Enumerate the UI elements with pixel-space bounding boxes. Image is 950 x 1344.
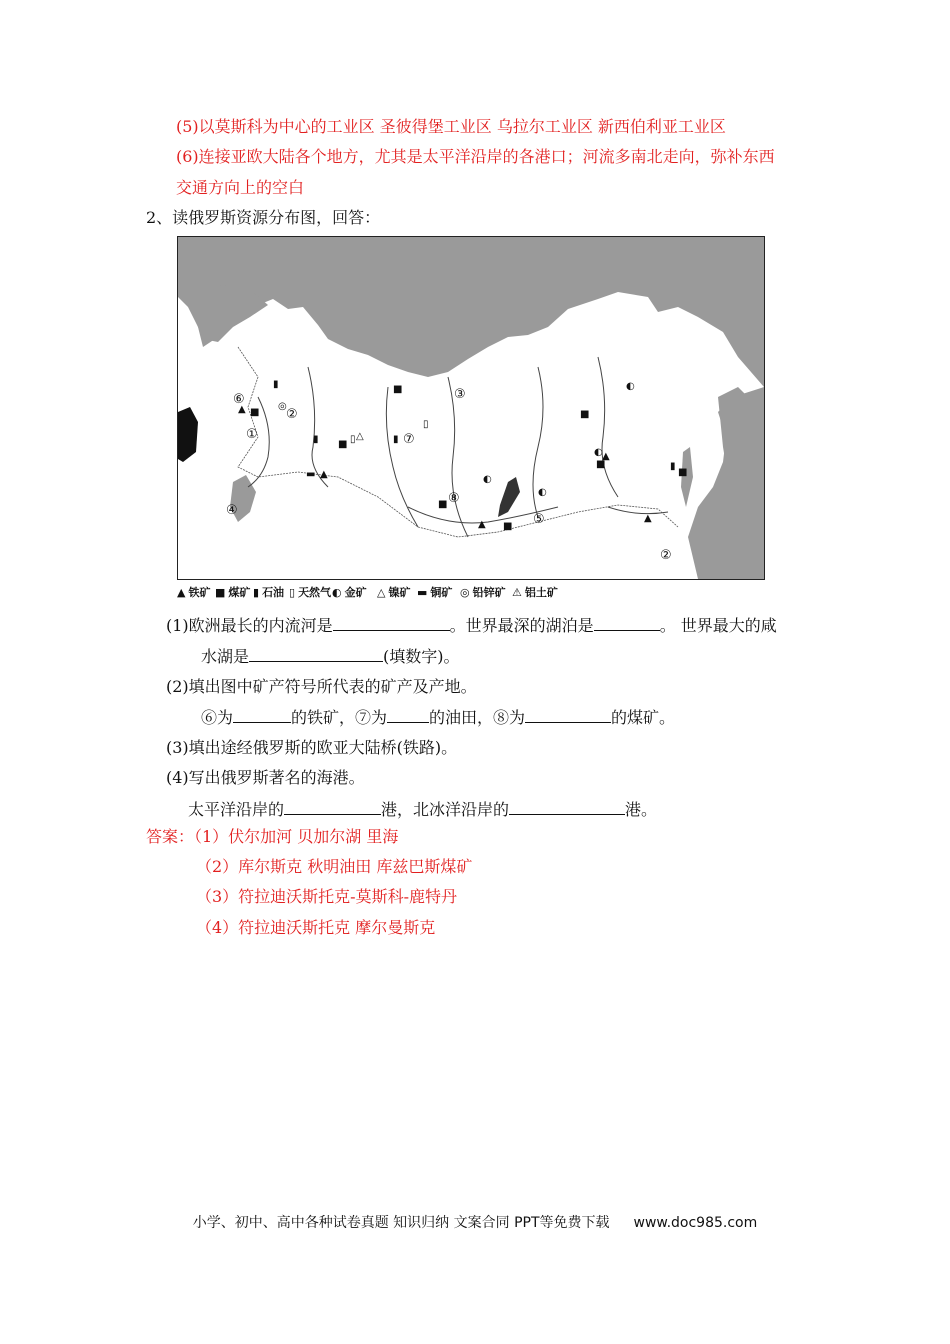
map-label-1: ① (246, 427, 258, 442)
legend-symbol-icon: ▮ (253, 586, 260, 599)
legend-label: 铝土矿 (524, 586, 558, 599)
answer-1: 答案：（1）伏尔加河 贝加尔湖 里海 (146, 827, 399, 846)
symbol-oil: ▮ (313, 434, 319, 445)
map-label-4: ④ (226, 503, 238, 518)
legend-item (460, 584, 506, 600)
legend-item (253, 584, 284, 600)
q2b-text-3: 的油田，⑧为 (429, 708, 526, 727)
q4-blank-pacific[interactable] (284, 798, 381, 815)
q2b-text-1: ⑥为 (201, 708, 234, 727)
legend-item (512, 584, 558, 600)
q1-text-1: (1)欧洲最长的内流河是 (166, 616, 333, 635)
q4b-text-1: 太平洋沿岸的 (188, 800, 285, 819)
footer-url[interactable]: www.doc985.com (633, 1215, 758, 1231)
legend-label: 铅锌矿 (472, 586, 506, 599)
q2b-text-2: 的铁矿，⑦为 (291, 708, 388, 727)
legend-symbol-icon: ■ (215, 586, 226, 599)
symbol-coal: ■ (580, 409, 590, 420)
legend-item (289, 584, 331, 600)
russia-resource-map (177, 236, 765, 580)
q4b-text-3: 港。 (625, 800, 658, 819)
symbol-iron: ▲ (320, 469, 328, 480)
legend-label: 石油 (262, 586, 285, 599)
q1-blank-river[interactable] (333, 614, 450, 631)
q2-blank-6[interactable] (233, 706, 291, 723)
q1-line-b (201, 645, 460, 668)
symbol-coal: ■ (438, 499, 448, 510)
symbol-coal: ■ (596, 459, 606, 470)
legend-symbol-icon: ◐ (332, 586, 342, 599)
symbol-gold: ◐ (626, 381, 635, 392)
map-label-2b: ② (660, 548, 672, 563)
map-legend (177, 584, 765, 602)
symbol-coal: ■ (250, 407, 260, 418)
legend-item (332, 584, 367, 600)
answer-2: （2）库尔斯克 秋明油田 库兹巴斯煤矿 (196, 857, 473, 876)
symbol-iron: ▲ (602, 451, 610, 462)
symbol-gold: ◐ (594, 447, 603, 458)
symbol-iron: ▲ (644, 513, 652, 524)
q1-text-2: 。世界最深的湖泊是 (449, 616, 594, 635)
q1-blank-saltlake[interactable] (249, 645, 383, 662)
symbol-coal: ■ (678, 467, 688, 478)
symbol-oil: ▮ (393, 434, 399, 445)
symbol-oil: ▮ (273, 379, 279, 390)
symbol-leadzinc: ◎ (278, 401, 287, 412)
q1-blank-lake[interactable] (594, 614, 660, 631)
symbol-coal: ■ (503, 521, 513, 532)
symbol-coal: ■ (393, 384, 403, 395)
q1-line-a (166, 614, 777, 637)
map-label-7: ⑦ (403, 432, 415, 447)
map-label-3: ③ (454, 387, 466, 402)
legend-symbol-icon: ⚠ (512, 586, 522, 599)
symbol-gold: ◐ (483, 474, 492, 485)
map-graphic (178, 237, 764, 579)
q1-text-3: 。 世界最大的咸 (659, 616, 777, 635)
legend-symbol-icon: ◎ (460, 586, 470, 599)
legend-symbol-icon: ▲ (177, 586, 186, 599)
legend-label: 天然气 (298, 586, 332, 599)
symbol-copper: ▬ (306, 469, 316, 480)
question-title: 2、读俄罗斯资源分布图，回答： (146, 208, 381, 227)
map-label-6: ⑥ (233, 392, 245, 407)
answer-line-6b: 交通方向上的空白 (176, 178, 305, 197)
q4-line: (4)写出俄罗斯著名的海港。 (166, 768, 365, 787)
legend-item (377, 584, 410, 600)
legend-label: 铁矿 (188, 586, 211, 599)
symbol-gas: ▯ (423, 419, 429, 430)
legend-label: 金矿 (344, 586, 367, 599)
symbol-nickel: △ (356, 431, 364, 442)
q2b-text-4: 的煤矿。 (611, 708, 676, 727)
q2-line-b (201, 706, 675, 729)
q2-blank-8[interactable] (525, 706, 611, 723)
q2-line: (2)填出图中矿产符号所代表的矿产及产地。 (166, 677, 477, 696)
page-footer (0, 1212, 950, 1232)
q2-blank-7[interactable] (387, 706, 429, 723)
map-label-2: ② (286, 407, 298, 422)
legend-label: 煤矿 (228, 586, 251, 599)
answer-4: （4）符拉迪沃斯托克 摩尔曼斯克 (196, 918, 436, 937)
legend-symbol-icon: △ (377, 586, 386, 599)
legend-item (215, 584, 250, 600)
legend-symbol-icon: ▯ (289, 586, 296, 599)
legend-label: 铜矿 (430, 586, 453, 599)
legend-item (177, 584, 210, 600)
legend-item (417, 584, 452, 600)
symbol-iron: ▲ (238, 404, 246, 415)
map-label-5: ⑤ (533, 512, 545, 527)
footer-text: 小学、初中、高中各种试卷真题 知识归纳 文案合同 PPT等免费下载 (192, 1215, 610, 1231)
symbol-oil: ▮ (670, 461, 676, 472)
symbol-coal: ■ (338, 439, 348, 450)
symbol-gold: ◐ (538, 487, 547, 498)
legend-label: 镍矿 (388, 586, 411, 599)
symbol-iron: ▲ (478, 519, 486, 530)
q4-blank-arctic[interactable] (509, 798, 625, 815)
answer-line-6a: (6)连接亚欧大陆各个地方，尤其是太平洋沿岸的各港口；河流多南北走向，弥补东西 (176, 147, 775, 166)
q1b-text-2: (填数字)。 (383, 647, 460, 666)
q4b-text-2: 港，北冰洋沿岸的 (381, 800, 510, 819)
q1b-text-1: 水湖是 (201, 647, 250, 666)
legend-symbol-icon: ▬ (417, 586, 428, 599)
answer-3: （3）符拉迪沃斯托克-莫斯科-鹿特丹 (196, 887, 457, 906)
q3-line: (3)填出途经俄罗斯的欧亚大陆桥(铁路)。 (166, 738, 458, 757)
map-label-8: ⑧ (448, 491, 460, 506)
symbol-gas: ▯ (350, 434, 356, 445)
answer-line-5: (5)以莫斯科为中心的工业区 圣彼得堡工业区 乌拉尔工业区 新西伯利亚工业区 (176, 117, 726, 136)
q4-line-b (188, 798, 657, 821)
